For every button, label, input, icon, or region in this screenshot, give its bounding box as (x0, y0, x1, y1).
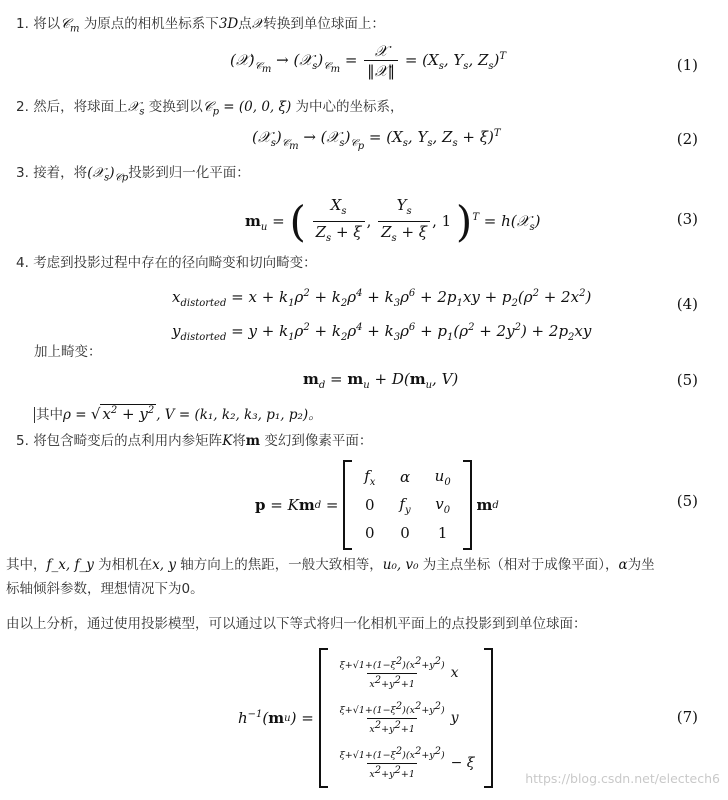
step-text: 考虑到投影过程中存在的径向畸变和切向畸变： (33, 255, 317, 271)
step-4 (16, 253, 317, 273)
math-symbol: 𝒳 (251, 16, 264, 32)
equation-1: $(𝒳)_{𝒞_m}$ → $(𝒳_s)_{𝒞_m}$ = $\frac{\text{𝒳}}{\text{‖𝒳‖}}$ = ($X_s$, $Y_s$, $Z_s)^T$ (230, 42, 507, 80)
step-text: 为中心的坐标系， (295, 99, 404, 115)
equation-7: $h^{-1}$( m u ) = $\frac{\xi+√1+(1-\xi^2)(x^2+y^2)}{x^2+y^2+1}$ x $\frac{\xi+√1+(1-\xi^2)(x^2+y^2)}{x^2+y^2+1}$ y $\frac{\xi+√1+(1-\xi^2)(x^2+y^2)}{x^2+y^2+1}$ − ξ (238, 648, 493, 788)
math-subscript: s (139, 106, 145, 118)
step-text: 变幻到像素平面： (264, 433, 373, 449)
math-symbol: (𝒳 (87, 165, 105, 181)
step-1 (16, 14, 385, 40)
math-inline: u₀, v₀ (382, 557, 419, 573)
math-symbol: 𝒳 (127, 99, 140, 115)
intrinsics-paragraph (6, 553, 728, 601)
paragraph-text: 轴方向上的焦距，一般大致相等， (180, 557, 383, 573)
paragraph-text: 其中， (6, 557, 47, 573)
math-inline: x, y (152, 557, 176, 573)
where-rho-line (34, 400, 322, 426)
equation-number: (5) (676, 371, 698, 389)
step-text: 接着，将 (33, 165, 88, 181)
equation-number: (1) (676, 56, 698, 74)
text-cursor (34, 407, 35, 423)
equation-number: (5) (676, 492, 698, 510)
step-text: 将以 (33, 16, 61, 32)
equation-2: $(𝒳_s)_{𝒞_m}$ → $(𝒳_s)_{𝒞_p} = (X_s$, $Y_s$, $Z_s + \xi)^T$ (252, 128, 501, 152)
math-subscript: 𝒞p (114, 172, 129, 184)
step-number: 4. (16, 255, 29, 271)
step-text: 点 (238, 16, 252, 32)
paragraph-text: 为主点坐标（相对于成像平面）， (422, 557, 619, 573)
math-subscript: p (212, 106, 219, 118)
equation-number: (7) (676, 708, 698, 726)
equation-number: (4) (676, 295, 698, 313)
rho-symbol: ρ = (63, 407, 87, 423)
math-expression: = (0, 0, ξ) (223, 99, 292, 115)
math-symbol: m (245, 433, 261, 449)
step-text: 为原点的相机坐标系下 (83, 16, 219, 32)
where-prefix: 其中 (36, 407, 63, 423)
intrinsic-matrix: $f_x$ α $u_0$ 0 $f_y$ $v_0$ 0 0 1 (364, 466, 451, 542)
step-text: 转换到单位球面上： (263, 16, 385, 32)
math-inline: f_x, f_y (46, 557, 94, 573)
step-5 (16, 431, 372, 451)
analysis-paragraph: 由以上分析，通过使用投影模型，可以通过以下等式将归一化相机平面上的点投影到到单位球面： (6, 616, 587, 632)
step-text: 将包含畸变后的点利用内参矩阵 (33, 433, 223, 449)
equation-number: (3) (676, 210, 698, 228)
math-subscript: m (70, 23, 80, 35)
step-2 (16, 97, 404, 123)
equation-5b: p = K m d = $f_x$ α $u_0$ 0 $f_y$ $v_0$ 0 0 1 m d (255, 460, 499, 550)
paragraph-text: 为相机在 (98, 557, 153, 573)
step-text: 投影到归一化平面： (128, 165, 250, 181)
equation-5a: $m_d = m_u + D(m_u$, V) (303, 370, 459, 391)
equation-4: $x_{distorted} = x + k_1\rho^2 + k_2\rho^4 + k_3\rho^6 + 2p_1xy + p_2(\rho^2 + 2x^2)$ $y_{distorted} = y + k_1\rho^2 + k_2\rho^4 + k_3\rho^6 + p_1(\rho^2 + 2y^2) + 2p_2xy$ (172, 288, 592, 343)
math-symbol: ) (109, 165, 115, 181)
paragraph-text: 标轴倾斜参数，理想情况下为0。 (6, 581, 204, 597)
math-symbol: 3D (218, 16, 239, 32)
math-symbol: 𝒞 (202, 99, 213, 115)
equation-3: $m_u$ = ( $\frac{X_s}{Z_s + \xi}$ , $\frac{Y_s}{Z_s + \xi}$ , 1 )$^T$ = h(𝒳$_s$) (245, 196, 541, 246)
step-text: 然后，将球面上 (33, 99, 128, 115)
step-number: 2. (16, 99, 29, 115)
math-inline: α (618, 557, 628, 573)
add-distortion-label: 加上畸变： (34, 344, 102, 360)
step-number: 5. (16, 433, 29, 449)
math-symbol: 𝒞 (60, 16, 71, 32)
step-3 (16, 163, 250, 189)
step-text: 将 (232, 433, 246, 449)
step-number: 3. (16, 165, 29, 181)
math-subscript: s (104, 172, 110, 184)
v-definition: , V = (k₁, k₂, k₃, p₁, p₂)。 (156, 407, 322, 423)
step-number: 1. (16, 16, 29, 32)
sqrt-expression: √ $x^2 + y^2$ (90, 405, 155, 423)
paragraph-text: 为坐 (627, 557, 655, 573)
equation-number: (2) (676, 130, 698, 148)
step-text: 变换到以 (148, 99, 203, 115)
math-symbol: K (222, 433, 233, 449)
watermark: https://blog.csdn.net/electech6 (525, 771, 720, 786)
